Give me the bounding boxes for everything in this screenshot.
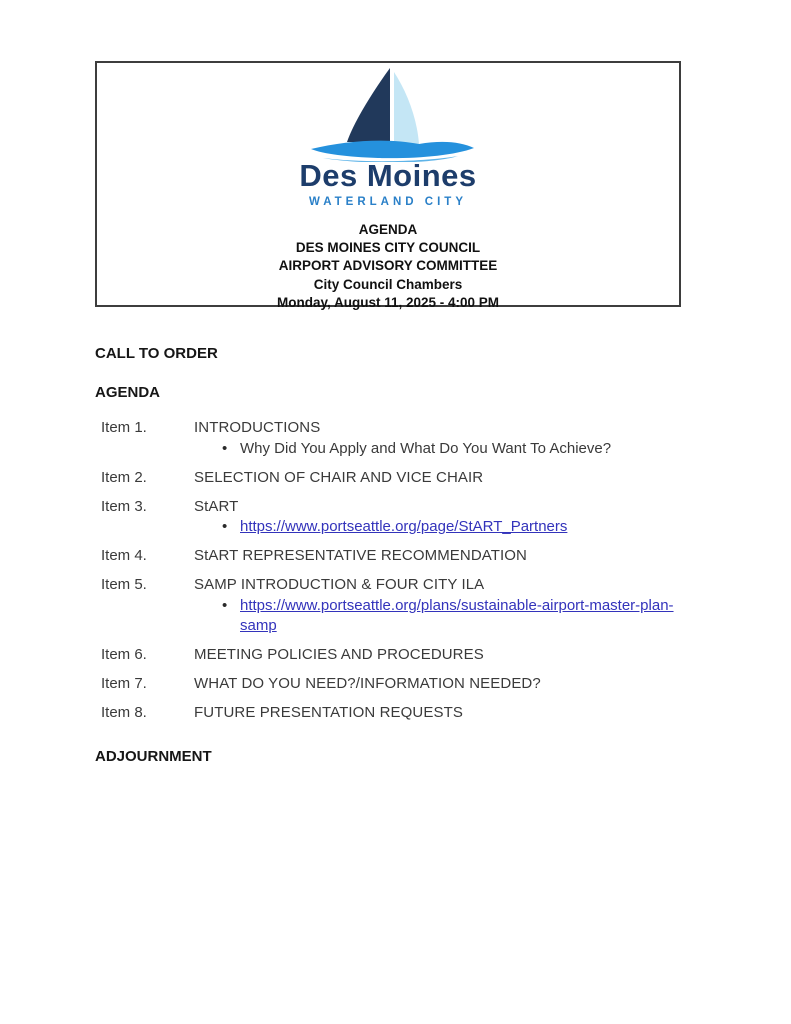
agenda-body [95,345,695,766]
city-logo [293,66,483,210]
item-8-label: Item 8. [101,704,147,721]
item-5-label: Item 5. [101,576,147,593]
agenda-item-1 [95,418,695,459]
item-1-title: INTRODUCTIONS [194,419,321,436]
start-partners-link[interactable]: https://www.portseattle.org/page/StART_Partners [240,518,568,535]
meeting-title-block [97,221,679,312]
item-2-label: Item 2. [101,468,147,486]
item-3-label: Item 3. [101,497,147,515]
item-4-label: Item 4. [101,547,147,564]
sailboat-logo-icon [293,66,483,162]
item-2-title: SELECTION OF CHAIR AND VICE CHAIR [194,468,484,486]
call-to-order-heading: CALL TO ORDER [95,345,218,362]
item-1-label: Item 1. [101,419,147,436]
item-5-title: SAMP INTRODUCTION & FOUR CITY ILA [194,576,485,593]
item-8-title: FUTURE PRESENTATION REQUESTS [194,704,463,721]
item-6-label: Item 6. [101,646,147,663]
title-line-location: City Council Chambers [313,276,463,292]
logo-tagline: WATERLAND CITY [308,196,467,208]
logo-city-name: Des Moines [299,158,477,193]
item-7-title: WHAT DO YOU NEED?/INFORMATION NEEDED? [194,675,541,692]
item-3-title: StART [194,497,239,515]
header-box [95,61,681,310]
agenda-item-7 [95,674,695,695]
bullet-icon: • [222,439,228,457]
agenda-item-8 [95,703,695,724]
agenda-item-3 [95,497,695,538]
title-line-committee: AIRPORT ADVISORY COMMITTEE [278,258,498,274]
agenda-item-2 [95,468,695,489]
title-line-agenda: AGENDA [358,222,418,237]
bullet-icon: • [222,518,228,535]
adjournment-heading: ADJOURNMENT [95,747,212,765]
agenda-item-6 [95,645,695,666]
item-1-bullet-text: Why Did You Apply and What Do You Want To Achieve? [240,439,612,457]
agenda-item-4 [95,546,695,567]
bullet-icon: • [222,596,228,614]
agenda-item-5 [95,575,695,637]
title-line-council: DES MOINES CITY COUNCIL [295,240,481,256]
title-line-datetime: Monday, August 11, 2025 - 4:00 PM [276,294,500,310]
item-4-title: StART REPRESENTATIVE RECOMMENDATION [194,547,527,564]
item-7-label: Item 7. [101,675,147,692]
item-6-title: MEETING POLICIES AND PROCEDURES [194,646,484,663]
samp-plan-link[interactable]: https://www.portseattle.org/plans/sustainable-airport-master-plan-samp [240,596,674,634]
agenda-heading: AGENDA [95,384,161,401]
